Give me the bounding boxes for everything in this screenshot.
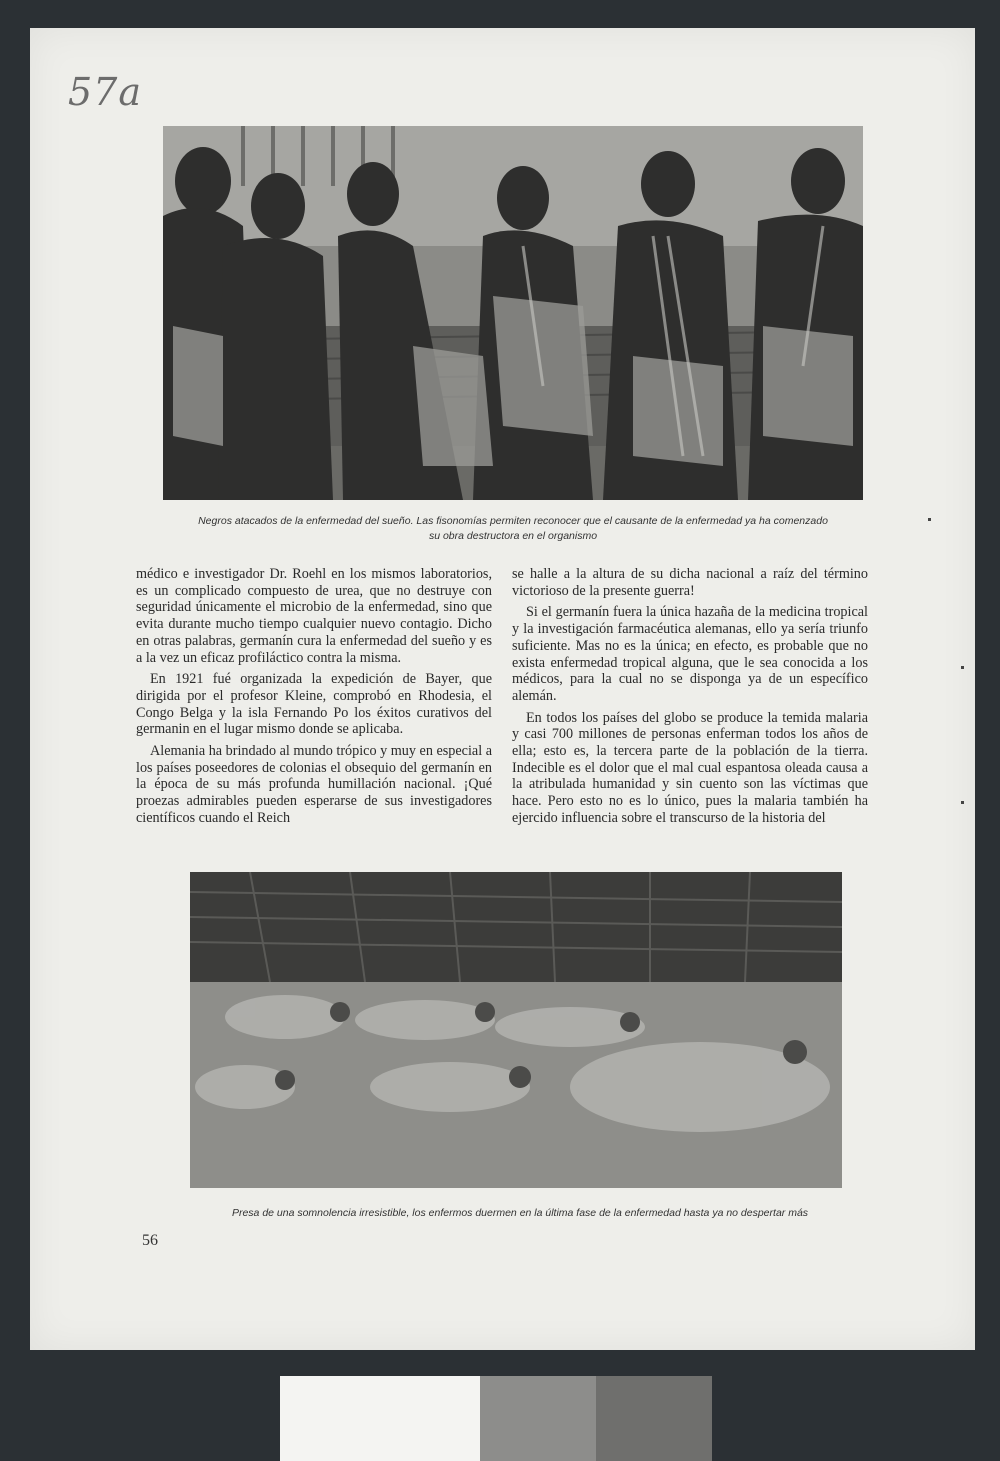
margin-mark — [961, 801, 964, 804]
sleeping-patients-photo-graphic — [190, 872, 842, 1188]
left-paragraph-3: Alemania ha brindado al mundo trópico y muy en especial a los países poseedores de colonias el obsequio del germanín en la época de su más profunda humillación nacional. ¡Qué proezas admirables pueden esperarse de sus investigadores científicos cuando el Reich — [136, 743, 492, 826]
left-paragraph-1: médico e investigador Dr. Roehl en los mismos laboratorios, es un complicado compuesto de urea, que no destruye con seguridad únicamente el microbio de la enfermedad, sino que evita durante mucho tiempo cualquier nuevo contagio. Dicho en otras palabras, germanín cura la enfermedad del sueño y es a la vez un eficaz profiláctico contra la misma. — [136, 566, 492, 666]
right-paragraph-2: Si el germanín fuera la única hazaña de la medicina tropical y la investigación farmacéutica alemanas, ello ya sería triunfo suficiente. Mas no es la única; en efecto, es probable que no exista enfermedad tropical alguna, que le sea conocida a los médicos, para la cual no se disponga ya de un específico alemán. — [512, 604, 868, 704]
color-calibration-bar — [280, 1376, 712, 1461]
calibration-patch-white — [280, 1376, 480, 1461]
bottom-photograph — [190, 872, 842, 1188]
margin-mark — [928, 518, 931, 521]
top-caption-line-1: Negros atacados de la enfermedad del sueño. Las fisonomías permiten reconocer que el causante de la enfermedad ya ha comenzado — [198, 515, 828, 527]
left-text-column — [136, 566, 492, 832]
right-paragraph-1: se halle a la altura de su dicha nacional a raíz del término victorioso de la presente guerra! — [512, 566, 868, 599]
top-photograph — [163, 126, 863, 500]
page-number: 56 — [142, 1232, 158, 1249]
handwritten-annotation: 57a — [68, 70, 143, 114]
right-text-column — [512, 566, 868, 832]
top-caption-line-2: su obra destructora en el organismo — [428, 530, 598, 542]
left-paragraph-2: En 1921 fué organizada la expedición de Bayer, que dirigida por el profesor Kleine, comprobó en Rhodesia, el Congo Belga y la isla Fernando Po los éxitos curativos del germanin en el lugar mismo donde se aplicaba. — [136, 671, 492, 738]
calibration-patch-dark — [596, 1376, 712, 1461]
top-photo-caption — [163, 514, 863, 544]
bottom-photo-caption: Presa de una somnolencia irresistible, los enfermos duermen en la última fase de la enfermedad hasta ya no despertar más — [231, 1207, 809, 1219]
margin-mark — [961, 666, 964, 669]
calibration-patch-mid — [480, 1376, 596, 1461]
document-page — [30, 28, 975, 1350]
right-paragraph-3: En todos los países del globo se produce la temida malaria y casi 700 millones de personas enferman todos los años de ella; esto es, la tercera parte de la población de la tierra. Indecible es el dolor que el mal cual espantosa oleada causa a la atribulada humanidad y sin cuento son las víctimas que hace. Pero esto no es lo único, pues la malaria también ha ejercido influencia sobre el transcurso de la historia del — [512, 709, 868, 826]
seated-men-photo-graphic — [163, 126, 863, 500]
